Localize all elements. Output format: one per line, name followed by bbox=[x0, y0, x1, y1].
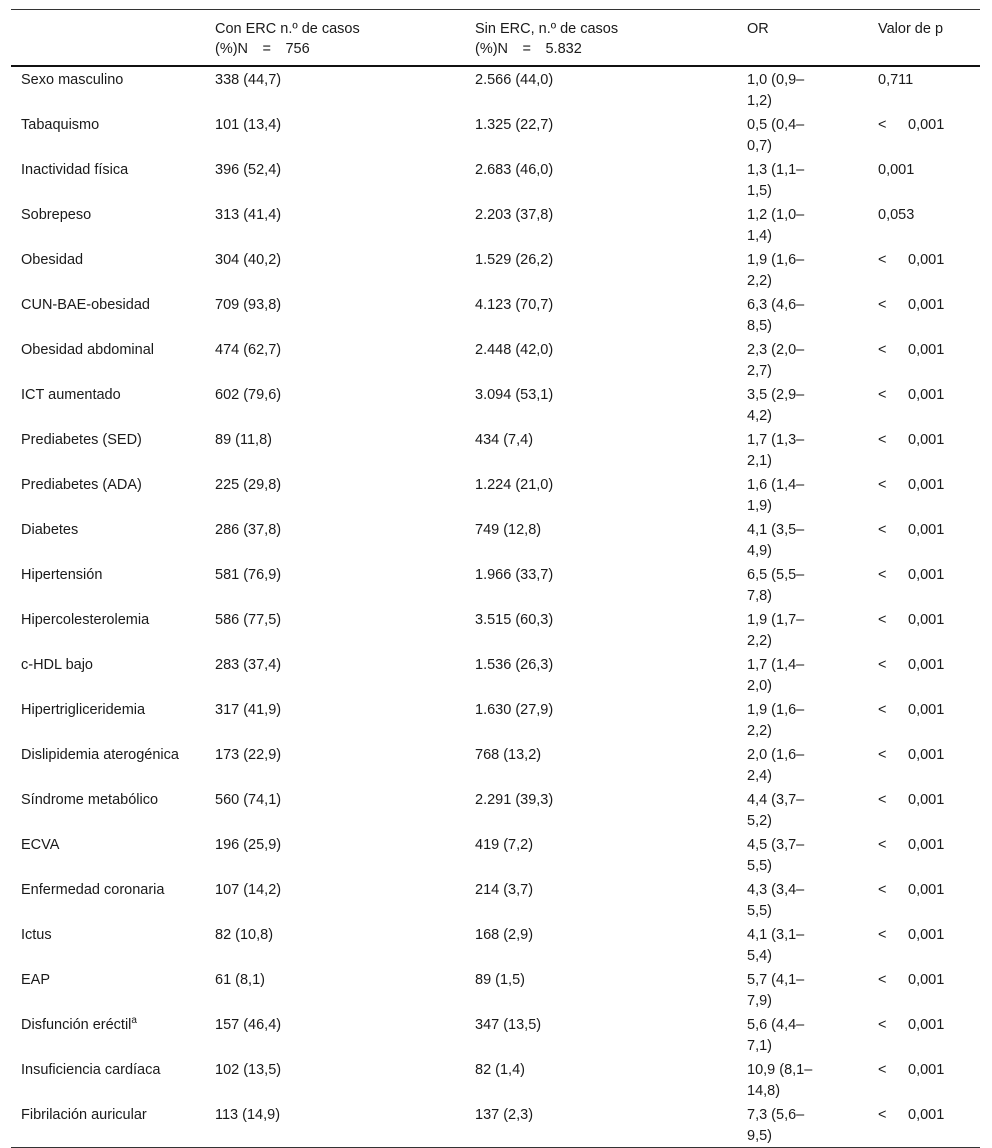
cell-p-value bbox=[868, 292, 980, 337]
less-than-sign: < bbox=[878, 522, 887, 538]
p-value-text: 0,001 bbox=[878, 162, 915, 178]
less-than-sign: < bbox=[878, 1017, 887, 1033]
row-label-text: Tabaquismo bbox=[21, 117, 100, 133]
header-con-erc-line2: (%)N = 756 bbox=[215, 41, 310, 57]
row-label bbox=[11, 1102, 205, 1148]
cell-p-value bbox=[868, 1057, 980, 1102]
cell-or: 7,3 (5,6–9,5) bbox=[747, 1107, 805, 1144]
p-value-text: 0,001 bbox=[908, 882, 945, 898]
cell-con-erc: 283 (37,4) bbox=[215, 657, 282, 673]
row-label bbox=[11, 652, 205, 697]
cell-sin-erc: 2.448 (42,0) bbox=[475, 342, 554, 358]
row-label-text: Sexo masculino bbox=[21, 72, 124, 88]
less-than-sign: < bbox=[878, 432, 887, 448]
row-label bbox=[11, 1057, 205, 1102]
row-label-text: Disfunción eréctil bbox=[21, 1017, 132, 1033]
p-value-text: 0,001 bbox=[908, 792, 945, 808]
cell-con-erc: 338 (44,7) bbox=[215, 72, 282, 88]
row-label bbox=[11, 66, 205, 112]
table-row bbox=[11, 562, 980, 607]
less-than-sign: < bbox=[878, 657, 887, 673]
row-label bbox=[11, 472, 205, 517]
cell-con-erc: 602 (79,6) bbox=[215, 387, 282, 403]
table-row bbox=[11, 1012, 980, 1057]
less-than-sign: < bbox=[878, 567, 887, 583]
cell-sin-erc: 89 (1,5) bbox=[475, 972, 525, 988]
p-value-text: 0,001 bbox=[908, 702, 945, 718]
p-value-text: 0,001 bbox=[908, 297, 945, 313]
row-label bbox=[11, 337, 205, 382]
row-label bbox=[11, 562, 205, 607]
cell-or: 4,3 (3,4–5,5) bbox=[747, 882, 805, 919]
cell-sin-erc: 1.224 (21,0) bbox=[475, 477, 554, 493]
table-row bbox=[11, 742, 980, 787]
row-label-text: Hipertensión bbox=[21, 567, 103, 583]
cell-p-value bbox=[868, 472, 980, 517]
cell-con-erc: 286 (37,8) bbox=[215, 522, 282, 538]
p-value-text: 0,001 bbox=[908, 387, 945, 403]
row-label-text: CUN-BAE-obesidad bbox=[21, 297, 150, 313]
less-than-sign: < bbox=[878, 297, 887, 313]
cell-p-value bbox=[868, 517, 980, 562]
cell-p-value bbox=[868, 66, 980, 112]
header-sin-erc-line1: Sin ERC, n.º de casos bbox=[475, 21, 619, 37]
cell-con-erc: 313 (41,4) bbox=[215, 207, 282, 223]
table-row bbox=[11, 382, 980, 427]
row-label-text: Obesidad abdominal bbox=[21, 342, 155, 358]
less-than-sign: < bbox=[878, 882, 887, 898]
less-than-sign: < bbox=[878, 1107, 887, 1123]
cell-sin-erc: 4.123 (70,7) bbox=[475, 297, 554, 313]
cell-or: 6,5 (5,5–7,8) bbox=[747, 567, 805, 604]
p-value-text: 0,001 bbox=[908, 1107, 945, 1123]
row-label bbox=[11, 922, 205, 967]
cell-p-value bbox=[868, 877, 980, 922]
table-row bbox=[11, 607, 980, 652]
p-value-text: 0,001 bbox=[908, 927, 945, 943]
header-con-erc-line1: Con ERC n.º de casos bbox=[215, 21, 360, 37]
p-value-text: 0,001 bbox=[908, 432, 945, 448]
row-label-text: Hipertrigliceridemia bbox=[21, 702, 146, 718]
table-row bbox=[11, 247, 980, 292]
less-than-sign: < bbox=[878, 702, 887, 718]
cell-or: 4,1 (3,1–5,4) bbox=[747, 927, 805, 964]
row-label-text: Inactividad física bbox=[21, 162, 129, 178]
cell-con-erc: 196 (25,9) bbox=[215, 837, 282, 853]
cell-p-value bbox=[868, 652, 980, 697]
p-value-text: 0,001 bbox=[908, 837, 945, 853]
cell-or: 5,7 (4,1–7,9) bbox=[747, 972, 805, 1009]
p-value-text: 0,001 bbox=[908, 1017, 945, 1033]
less-than-sign: < bbox=[878, 1062, 887, 1078]
row-label bbox=[11, 967, 205, 1012]
row-label bbox=[11, 742, 205, 787]
cell-sin-erc: 2.291 (39,3) bbox=[475, 792, 554, 808]
row-label bbox=[11, 292, 205, 337]
row-label-text: Insuficiencia cardíaca bbox=[21, 1062, 161, 1078]
less-than-sign: < bbox=[878, 927, 887, 943]
table-row bbox=[11, 967, 980, 1012]
p-value-text: 0,001 bbox=[908, 477, 945, 493]
cell-sin-erc: 1.966 (33,7) bbox=[475, 567, 554, 583]
less-than-sign: < bbox=[878, 342, 887, 358]
cell-con-erc: 107 (14,2) bbox=[215, 882, 282, 898]
less-than-sign: < bbox=[878, 792, 887, 808]
cell-con-erc: 173 (22,9) bbox=[215, 747, 282, 763]
table-row bbox=[11, 112, 980, 157]
cell-sin-erc: 2.566 (44,0) bbox=[475, 72, 554, 88]
row-label-text: Hipercolesterolemia bbox=[21, 612, 150, 628]
cell-sin-erc: 1.325 (22,7) bbox=[475, 117, 554, 133]
row-label-text: Prediabetes (SED) bbox=[21, 432, 142, 448]
p-value-text: 0,001 bbox=[908, 747, 945, 763]
results-table bbox=[11, 9, 980, 1148]
cell-con-erc: 101 (13,4) bbox=[215, 117, 282, 133]
less-than-sign: < bbox=[878, 972, 887, 988]
cell-sin-erc: 1.630 (27,9) bbox=[475, 702, 554, 718]
row-label bbox=[11, 247, 205, 292]
table-row bbox=[11, 922, 980, 967]
p-value-text: 0,053 bbox=[878, 207, 915, 223]
cell-or: 1,9 (1,6–2,2) bbox=[747, 702, 805, 739]
cell-p-value bbox=[868, 922, 980, 967]
header-sin-erc bbox=[465, 10, 737, 67]
cell-or: 4,5 (3,7–5,5) bbox=[747, 837, 805, 874]
table-row bbox=[11, 787, 980, 832]
cell-sin-erc: 347 (13,5) bbox=[475, 1017, 542, 1033]
p-value-text: 0,001 bbox=[908, 657, 945, 673]
p-value-text: 0,001 bbox=[908, 612, 945, 628]
cell-p-value bbox=[868, 832, 980, 877]
table-row bbox=[11, 292, 980, 337]
row-label-text: Obesidad bbox=[21, 252, 84, 268]
row-label-text: Diabetes bbox=[21, 522, 79, 538]
cell-sin-erc: 768 (13,2) bbox=[475, 747, 542, 763]
less-than-sign: < bbox=[878, 837, 887, 853]
table-row bbox=[11, 202, 980, 247]
cell-sin-erc: 82 (1,4) bbox=[475, 1062, 525, 1078]
row-label-text: Síndrome metabólico bbox=[21, 792, 159, 808]
row-label-text: ICT aumentado bbox=[21, 387, 121, 403]
cell-p-value bbox=[868, 427, 980, 472]
row-label bbox=[11, 427, 205, 472]
cell-sin-erc: 434 (7,4) bbox=[475, 432, 534, 448]
table-row bbox=[11, 1102, 980, 1148]
less-than-sign: < bbox=[878, 477, 887, 493]
cell-p-value bbox=[868, 562, 980, 607]
cell-or: 3,5 (2,9–4,2) bbox=[747, 387, 805, 424]
cell-p-value bbox=[868, 607, 980, 652]
cell-p-value bbox=[868, 337, 980, 382]
table-row bbox=[11, 697, 980, 742]
cell-con-erc: 89 (11,8) bbox=[215, 432, 272, 448]
cell-or: 2,3 (2,0–2,7) bbox=[747, 342, 805, 379]
cell-or: 6,3 (4,6–8,5) bbox=[747, 297, 805, 334]
cell-or: 4,1 (3,5–4,9) bbox=[747, 522, 805, 559]
cell-con-erc: 102 (13,5) bbox=[215, 1062, 282, 1078]
cell-or: 1,0 (0,9–1,2) bbox=[747, 72, 805, 109]
cell-con-erc: 396 (52,4) bbox=[215, 162, 282, 178]
row-label-text: Dislipidemia aterogénica bbox=[21, 747, 179, 763]
table-row bbox=[11, 66, 980, 112]
cell-con-erc: 113 (14,9) bbox=[215, 1107, 281, 1123]
cell-p-value bbox=[868, 247, 980, 292]
row-label bbox=[11, 382, 205, 427]
p-value-text: 0,001 bbox=[908, 252, 945, 268]
less-than-sign: < bbox=[878, 747, 887, 763]
less-than-sign: < bbox=[878, 387, 887, 403]
p-value-text: 0,001 bbox=[908, 117, 945, 133]
cell-or: 1,3 (1,1–1,5) bbox=[747, 162, 805, 199]
cell-con-erc: 82 (10,8) bbox=[215, 927, 274, 943]
row-label bbox=[11, 1012, 205, 1057]
cell-con-erc: 474 (62,7) bbox=[215, 342, 282, 358]
table-body bbox=[11, 66, 980, 1148]
cell-sin-erc: 2.683 (46,0) bbox=[475, 162, 554, 178]
row-label-text: Fibrilación auricular bbox=[21, 1107, 147, 1123]
cell-sin-erc: 137 (2,3) bbox=[475, 1107, 534, 1123]
cell-sin-erc: 3.515 (60,3) bbox=[475, 612, 554, 628]
p-value-text: 0,001 bbox=[908, 1062, 945, 1078]
results-table-container bbox=[11, 9, 980, 1148]
row-label bbox=[11, 517, 205, 562]
cell-sin-erc: 419 (7,2) bbox=[475, 837, 534, 853]
header-row bbox=[11, 10, 980, 67]
row-label bbox=[11, 202, 205, 247]
table-row bbox=[11, 517, 980, 562]
p-value-text: 0,711 bbox=[878, 72, 914, 88]
table-row bbox=[11, 472, 980, 517]
cell-sin-erc: 2.203 (37,8) bbox=[475, 207, 554, 223]
table-row bbox=[11, 877, 980, 922]
row-label bbox=[11, 877, 205, 922]
cell-sin-erc: 749 (12,8) bbox=[475, 522, 542, 538]
cell-p-value bbox=[868, 112, 980, 157]
cell-or: 1,7 (1,4–2,0) bbox=[747, 657, 805, 694]
cell-or: 0,5 (0,4–0,7) bbox=[747, 117, 805, 154]
p-value-text: 0,001 bbox=[908, 342, 945, 358]
p-value-text: 0,001 bbox=[908, 567, 945, 583]
cell-sin-erc: 214 (3,7) bbox=[475, 882, 534, 898]
row-label bbox=[11, 697, 205, 742]
row-label bbox=[11, 112, 205, 157]
cell-con-erc: 157 (46,4) bbox=[215, 1017, 282, 1033]
row-label bbox=[11, 157, 205, 202]
cell-p-value bbox=[868, 202, 980, 247]
table-row bbox=[11, 337, 980, 382]
header-p-value: Valor de p bbox=[878, 21, 944, 37]
cell-p-value bbox=[868, 742, 980, 787]
cell-con-erc: 586 (77,5) bbox=[215, 612, 282, 628]
p-value-text: 0,001 bbox=[908, 522, 945, 538]
cell-or: 1,9 (1,6–2,2) bbox=[747, 252, 805, 289]
cell-p-value bbox=[868, 1102, 980, 1148]
cell-p-value bbox=[868, 157, 980, 202]
cell-con-erc: 560 (74,1) bbox=[215, 792, 282, 808]
table-row bbox=[11, 652, 980, 697]
cell-sin-erc: 1.536 (26,3) bbox=[475, 657, 554, 673]
row-label-text: EAP bbox=[21, 972, 51, 988]
table-row bbox=[11, 1057, 980, 1102]
cell-or: 2,0 (1,6–2,4) bbox=[747, 747, 805, 784]
less-than-sign: < bbox=[878, 612, 887, 628]
cell-sin-erc: 1.529 (26,2) bbox=[475, 252, 554, 268]
cell-or: 1,9 (1,7–2,2) bbox=[747, 612, 805, 649]
cell-sin-erc: 168 (2,9) bbox=[475, 927, 534, 943]
cell-con-erc: 709 (93,8) bbox=[215, 297, 282, 313]
cell-p-value bbox=[868, 1012, 980, 1057]
row-label-text: Prediabetes (ADA) bbox=[21, 477, 142, 493]
footnote-marker: a bbox=[131, 1015, 137, 1026]
header-con-erc bbox=[205, 10, 465, 67]
cell-p-value bbox=[868, 697, 980, 742]
header-sin-erc-line2: (%)N = 5.832 bbox=[475, 41, 582, 57]
table-row bbox=[11, 427, 980, 472]
row-label-text: Ictus bbox=[21, 927, 52, 943]
cell-p-value bbox=[868, 787, 980, 832]
row-label bbox=[11, 607, 205, 652]
cell-sin-erc: 3.094 (53,1) bbox=[475, 387, 554, 403]
cell-or: 1,7 (1,3–2,1) bbox=[747, 432, 805, 469]
header-or: OR bbox=[747, 21, 769, 37]
row-label-text: ECVA bbox=[21, 837, 60, 853]
cell-or: 1,6 (1,4–1,9) bbox=[747, 477, 805, 514]
table-row bbox=[11, 157, 980, 202]
cell-p-value bbox=[868, 967, 980, 1012]
row-label-text: Sobrepeso bbox=[21, 207, 92, 223]
cell-con-erc: 61 (8,1) bbox=[215, 972, 265, 988]
cell-con-erc: 304 (40,2) bbox=[215, 252, 282, 268]
table-row bbox=[11, 832, 980, 877]
p-value-text: 0,001 bbox=[908, 972, 945, 988]
less-than-sign: < bbox=[878, 117, 887, 133]
row-label bbox=[11, 787, 205, 832]
cell-con-erc: 225 (29,8) bbox=[215, 477, 282, 493]
cell-or: 5,6 (4,4–7,1) bbox=[747, 1017, 805, 1054]
cell-or: 1,2 (1,0–1,4) bbox=[747, 207, 805, 244]
cell-p-value bbox=[868, 382, 980, 427]
cell-or: 4,4 (3,7–5,2) bbox=[747, 792, 805, 829]
cell-or: 10,9 (8,1–14,8) bbox=[747, 1062, 813, 1099]
table-header bbox=[11, 10, 980, 67]
row-label bbox=[11, 832, 205, 877]
less-than-sign: < bbox=[878, 252, 887, 268]
cell-con-erc: 317 (41,9) bbox=[215, 702, 282, 718]
row-label-text: Enfermedad coronaria bbox=[21, 882, 165, 898]
cell-con-erc: 581 (76,9) bbox=[215, 567, 282, 583]
row-label-text: c-HDL bajo bbox=[21, 657, 93, 673]
header-variable bbox=[11, 10, 205, 67]
